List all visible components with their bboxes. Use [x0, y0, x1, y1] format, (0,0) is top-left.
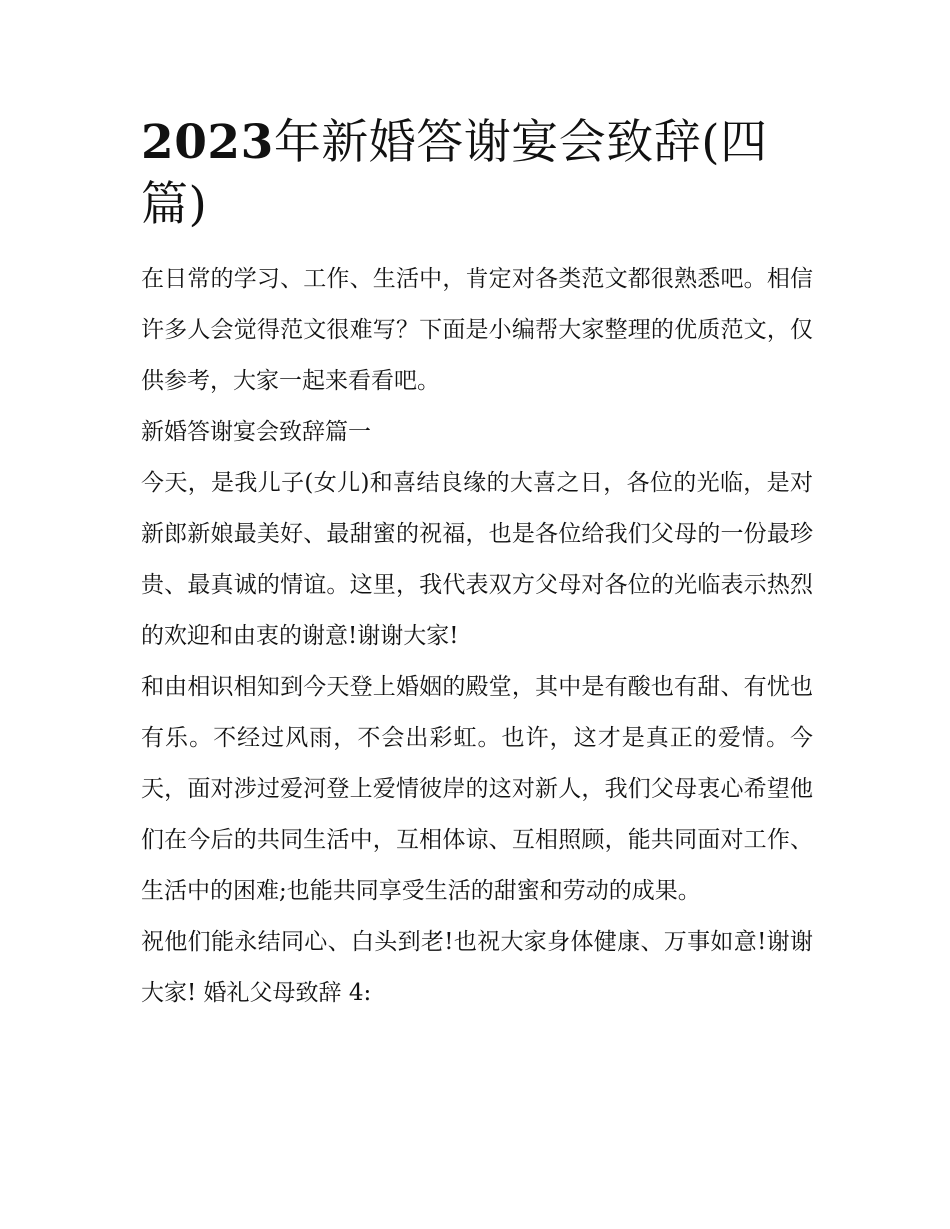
section-heading: 新婚答谢宴会致辞篇一	[141, 419, 371, 445]
document-title	[141, 112, 813, 236]
title-year: 2023	[141, 115, 274, 170]
document-page	[141, 112, 813, 1019]
body-paragraph-1: 今天，是我儿子(女儿)和喜结良缘的大喜之日，各位的光临，是对新郎新娘最美好、最甜蜜的祝福，也是各位给我们父母的一份最珍贵、最真诚的情谊。这里，我代表双方父母对各位的光临表示热烈的欢迎和由衷的谢意!谢谢大家!	[141, 470, 813, 649]
body-paragraph-3: 祝他们能永结同心、白头到老!也祝大家身体健康、万事如意!谢谢大家! 婚礼父母致辞 4:	[141, 929, 813, 1006]
body-paragraph-2: 和由相识相知到今天登上婚姻的殿堂，其中是有酸也有甜、有忧也有乐。不经过风雨，不会出彩虹。也许，这才是真正的爱情。今天，面对涉过爱河登上爱情彼岸的这对新人，我们父母衷心希望他们在今后的共同生活中，互相体谅、互相照顾，能共同面对工作、生活中的困难;也能共同享受生活的甜蜜和劳动的成果。	[141, 674, 813, 904]
intro-paragraph: 在日常的学习、工作、生活中，肯定对各类范文都很熟悉吧。相信许多人会觉得范文很难写？下面是小编帮大家整理的优质范文，仅供参考，大家一起来看看吧。	[141, 266, 813, 394]
title-text: 年新婚答谢宴会致辞(四篇)	[141, 115, 768, 232]
